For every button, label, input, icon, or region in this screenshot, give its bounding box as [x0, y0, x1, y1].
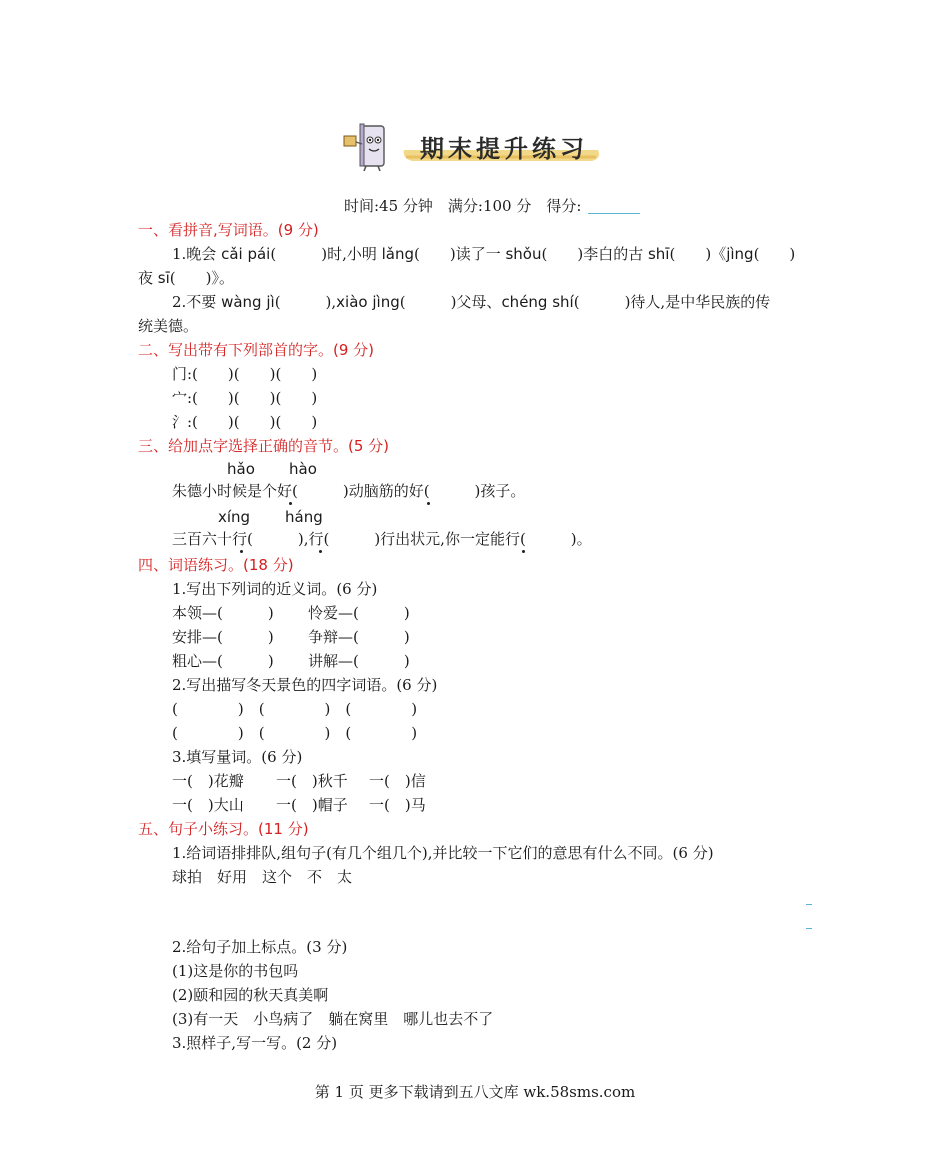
s5-q3: 3.照样子,写一写。(2 分): [172, 1034, 338, 1052]
s1-q2-line: 2.不要 wàng jì( ),xiào jìng( )父母、chéng shí( )待人,是中华民族的传: [172, 293, 771, 311]
synonym-item: 讲解—( ): [308, 652, 410, 670]
punctuation-item: (2)颐和园的秋天真美啊: [172, 986, 329, 1004]
emphasis-dot: [289, 502, 292, 505]
page-footer: 第 1 页 更多下载请到五八文库 wk.58sms.com: [314, 1083, 636, 1101]
book-mascot-icon: [340, 120, 400, 172]
s1-q1-line: 1.晚会 cǎi pái( )时,小明 lǎng( )读了一 shǒu( )李白的古 shī( )《jìng( ): [172, 245, 796, 263]
answer-line-mark: [806, 904, 812, 905]
radical-row: 门:( )( )( ): [172, 365, 318, 383]
emphasis-dot: [240, 550, 243, 553]
s4-q1: 1.写出下列词的近义词。(6 分): [172, 580, 378, 598]
measure-word-item: 一( )秋千: [276, 772, 348, 790]
page-title: 期末提升练习: [420, 135, 588, 163]
emphasis-dot: [319, 550, 322, 553]
pinyin-option: hǎo: [227, 460, 255, 478]
pinyin-option: hào: [289, 460, 317, 478]
pinyin-option: xíng: [218, 508, 251, 526]
punctuation-item: (3)有一天 小鸟病了 躺在窝里 哪儿也去不了: [172, 1010, 494, 1028]
section-1-heading: 一、看拼音,写词语。(9 分): [138, 221, 319, 239]
s1-q2-line2: 统美德。: [138, 317, 199, 335]
s3-line-2: 三百六十行( ),行( )行出状元,你一定能行( )。: [172, 530, 592, 548]
score-blank: [588, 213, 640, 214]
section-4-heading: 四、词语练习。(18 分): [138, 556, 294, 574]
s5-q2: 2.给句子加上标点。(3 分): [172, 938, 348, 956]
radical-row: 宀:( )( )( ): [172, 389, 318, 407]
measure-word-item: 一( )帽子: [276, 796, 348, 814]
emphasis-dot: [427, 502, 430, 505]
radical-row: 氵:( )( )( ): [172, 413, 318, 431]
blank-row: ( ) ( ) ( ): [172, 724, 418, 742]
punctuation-item: (1)这是你的书包吗: [172, 962, 299, 980]
measure-word-item: 一( )花瓣: [172, 772, 244, 790]
measure-word-item: 一( )马: [369, 796, 426, 814]
synonym-item: 本领—( ): [172, 604, 274, 622]
synonym-item: 粗心—( ): [172, 652, 274, 670]
synonym-item: 争辩—( ): [308, 628, 410, 646]
s5-words: 球拍 好用 这个 不 太: [172, 868, 353, 886]
s5-q1: 1.给词语排排队,组句子(有几个组几个),并比较一下它们的意思有什么不同。(6 分): [172, 844, 714, 862]
measure-word-item: 一( )信: [369, 772, 426, 790]
section-3-heading: 三、给加点字选择正确的音节。(5 分): [138, 437, 390, 455]
s3-line-1: 朱德小时候是个好( )动脑筋的好( )孩子。: [172, 482, 526, 500]
section-5-heading: 五、句子小练习。(11 分): [138, 820, 309, 838]
s4-q2: 2.写出描写冬天景色的四字词语。(6 分): [172, 676, 438, 694]
pinyin-option: háng: [285, 508, 323, 526]
blank-row: ( ) ( ) ( ): [172, 700, 418, 718]
synonym-item: 安排—( ): [172, 628, 274, 646]
section-2-heading: 二、写出带有下列部首的字。(9 分): [138, 341, 375, 359]
exam-meta: 时间:45 分钟 满分:100 分 得分:: [344, 197, 582, 215]
emphasis-dot: [522, 550, 525, 553]
synonym-item: 怜爱—( ): [308, 604, 410, 622]
measure-word-item: 一( )大山: [172, 796, 244, 814]
answer-line-mark: [806, 928, 812, 929]
s1-q1-line2: 夜 sī( )》。: [138, 269, 234, 287]
s4-q3: 3.填写量词。(6 分): [172, 748, 303, 766]
